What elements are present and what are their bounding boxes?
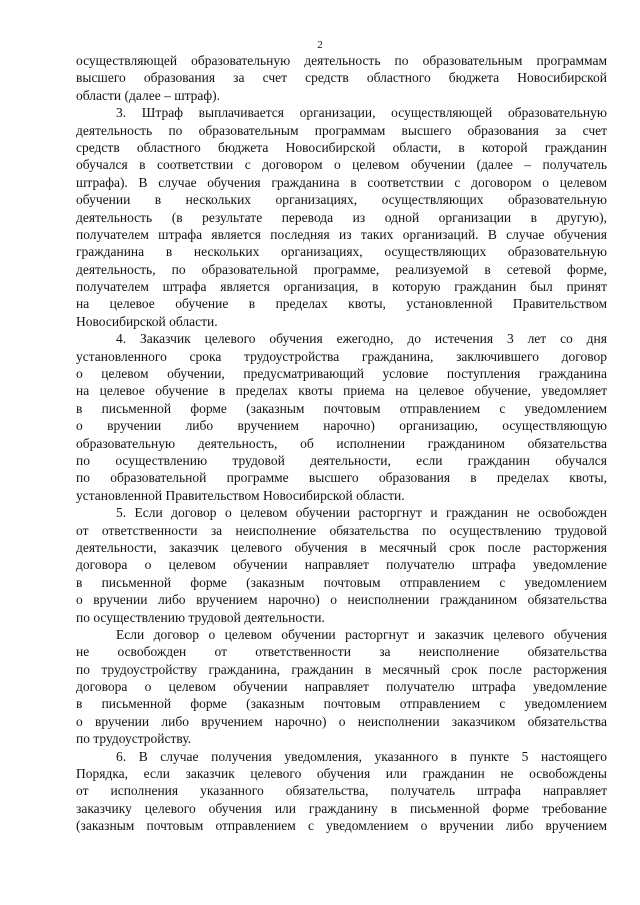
text-line: средств областного бюджета Новосибирской области, в которой гражданин [76, 139, 607, 155]
text-line: от ответственности за неисполнение обязательства по осуществлению трудовой [76, 522, 607, 538]
text-line: осуществляющей образовательную деятельность по образовательным программам [76, 53, 607, 68]
text-line: обучался в соответствии с договором о целевом обучении (далее – получатель [76, 157, 607, 173]
text-line: договора о целевом обучении направляет получателю штрафа уведомление [76, 679, 607, 695]
text-line: обучении в нескольких организациях, осуществляющих образовательную [76, 192, 607, 208]
text-line: области (далее – штраф). [76, 87, 221, 103]
text-line: договора о целевом обучении направляет получателю штрафа уведомление [76, 557, 607, 573]
page-number: 2 [317, 39, 323, 51]
text-line: не освобожден от ответственности за неисполнение обязательства [76, 644, 607, 660]
text-line: Новосибирской области. [76, 313, 218, 329]
text-line: о вручении либо вручением нарочно) организацию, осуществляющую [76, 418, 607, 434]
text-line: получателем штрафа является организация, в которую гражданин был принят [76, 279, 607, 295]
text-line: 5. Если договор о целевом обучении расторгнут и гражданин не освобожден [116, 505, 607, 521]
text-line: 4. Заказчик целевого обучения ежегодно, до истечения 3 лет со дня [116, 331, 607, 347]
text-line: в письменной форме (заказным почтовым отправлением с уведомлением [76, 574, 607, 590]
text-line: гражданина в нескольких организациях, осуществляющих образовательную [76, 244, 607, 260]
text-line: 6. В случае получения уведомления, указанного в пункте 5 настоящего [116, 748, 607, 764]
text-line: в письменной форме (заказным почтовым отправлением с уведомлением [76, 400, 607, 416]
text-line: по трудоустройству гражданина, гражданин в месячный срок после расторжения [76, 661, 607, 677]
text-line: заказчику целевого обучения или гражданину в письменной форме требование [76, 800, 607, 816]
text-line: по образовательной программе высшего образования в пределах квоты, [76, 470, 607, 486]
text-line: образовательную деятельность, об исполнении гражданином обязательства [76, 435, 607, 451]
text-line: по трудоустройству. [76, 731, 192, 747]
text-line: штрафа). В случае обучения гражданина в соответствии с договором о целевом [76, 174, 607, 190]
text-line: о вручении либо вручением нарочно) о неисполнении заказчиком обязательства [76, 713, 607, 729]
text-line: на целевое обучение в пределах квоты приема на целевое обучение, уведомляет [76, 383, 607, 399]
document-body [76, 52, 607, 835]
text-line: деятельность, по образовательной программе, реализуемой в сетевой форме, [76, 261, 607, 277]
text-line: по осуществлению трудовой деятельности. [76, 609, 325, 625]
text-line: на целевое обучение в пределах квоты, установленной Правительством [76, 296, 607, 312]
text-line: деятельности, заказчик целевого обучения в месячный срок после расторжения [76, 539, 607, 555]
text-line: о целевом обучении, предусматривающий условие поступления гражданина [76, 366, 607, 382]
text-line: Порядка, если заказчик целевого обучения или гражданин не освобождены [76, 766, 607, 782]
text-line: 3. Штраф выплачивается организации, осуществляющей образовательную [116, 105, 607, 121]
text-line: Если договор о целевом обучении расторгнут и заказчик целевого обучения [116, 626, 607, 642]
text-line: высшего образования за счет средств областного бюджета Новосибирской [76, 70, 607, 86]
text-line: деятельность (в результате перевода из одной организации в другую), [76, 209, 607, 225]
text-line: (заказным почтовым отправлением с уведомлением о вручении либо вручением [76, 818, 607, 834]
text-line: получателем штрафа является последняя из таких организаций. В случае обучения [76, 226, 607, 242]
text-line: о вручении либо вручением нарочно) о неисполнении гражданином обязательства [76, 592, 607, 608]
text-line: от исполнения указанного обязательства, получатель штрафа направляет [76, 783, 607, 799]
text-line: в письменной форме (заказным почтовым отправлением с уведомлением [76, 696, 607, 712]
text-line: деятельность по образовательным программам высшего образования за счет [76, 122, 607, 138]
text-line: установленного срока трудоустройства гражданина, заключившего договор [76, 348, 607, 364]
text-line: по осуществлению трудовой деятельности, если гражданин обучался [76, 452, 607, 468]
text-line: установленной Правительством Новосибирской области. [76, 487, 405, 503]
